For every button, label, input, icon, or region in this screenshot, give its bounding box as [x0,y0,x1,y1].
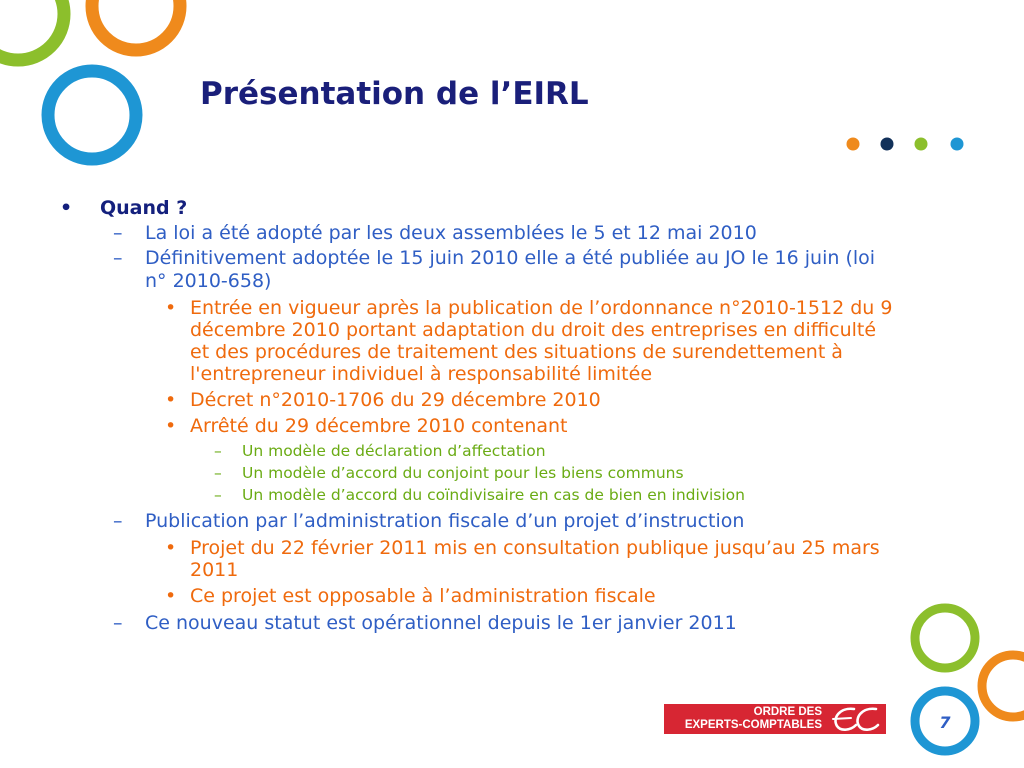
bullet-level2 [60,222,900,245]
bullet-marker: • [165,537,177,559]
dash-marker: – [214,464,222,482]
bullet-text: Entrée en vigueur après la publication de l’ordonnance n°2010-1512 du 9 décembre 2010 portant adaptation du droit des entreprises en difficulté et des procédures de traitement des situations de surendettement à l'entrepreneur individuel à responsabilité limitée [190,297,893,385]
experts-comptables-logo [664,704,886,734]
bullet-text: Un modèle d’accord du coïndivisaire en cas de bien en indivision [242,486,745,504]
bullet-level4 [60,463,900,483]
bullet-text: Un modèle de déclaration d’affectation [242,442,546,460]
green-dot [915,138,928,151]
bullet-text: Un modèle d’accord du conjoint pour les biens communs [242,464,684,482]
bullet-text: Ce projet est opposable à l’administration fiscale [190,585,656,607]
logo-line1: ORDRE DES [753,706,822,718]
bullet-level2 [60,510,900,533]
bullet-marker: • [165,389,177,411]
bullet-text: Publication par l’administration fiscale d’un projet d’instruction [145,510,745,532]
blue-dot [951,138,964,151]
page-number: 7 [939,713,951,732]
bullet-marker: • [60,197,73,219]
bullet-text: La loi a été adopté par les deux assemblées le 5 et 12 mai 2010 [145,222,757,244]
orange-ring [92,0,180,50]
blue-ring [48,71,136,159]
orange-dot [847,138,860,151]
bullet-level3 [60,537,900,581]
bullet-level4 [60,441,900,461]
bullet-text: Ce nouveau statut est opérationnel depuis le 1er janvier 2011 [145,612,737,634]
bullet-level3 [60,585,900,607]
bullet-level2 [60,247,900,293]
orange-ring-bottom [982,655,1024,717]
bullet-level1 [60,196,900,220]
navy-dot [881,138,894,151]
logo-line2: EXPERTS-COMPTABLES [684,718,822,731]
dash-marker: – [214,442,222,460]
ec-monogram-icon [824,704,884,734]
green-ring [0,0,64,60]
bullet-text: Quand ? [100,197,188,219]
dash-marker: – [113,247,123,269]
bullet-text: Projet du 22 février 2011 mis en consultation publique jusqu’au 25 mars 2011 [190,537,880,581]
bullet-text: Définitivement adoptée le 15 juin 2010 elle a été publiée au JO le 16 juin (loi n° 2010-658) [145,247,876,292]
bullet-level2 [60,612,900,635]
bullet-level4 [60,485,900,505]
bullet-marker: • [165,585,177,607]
dash-marker: – [113,222,123,244]
bullet-list [60,196,900,635]
green-ring-bottom [915,608,975,668]
dash-marker: – [214,486,222,504]
decorative-rings-top-left [0,0,220,180]
dash-marker: – [113,510,123,532]
dash-marker: – [113,612,123,634]
bullet-level3 [60,389,900,411]
bullet-marker: • [165,297,177,319]
bullet-text: Décret n°2010-1706 du 29 décembre 2010 [190,389,601,411]
bullet-marker: • [165,415,177,437]
bullet-level3 [60,415,900,437]
bullet-level3 [60,297,900,385]
bullet-text: Arrêté du 29 décembre 2010 contenant [190,415,568,437]
slide-title: Présentation de l’EIRL [200,76,589,112]
logo-text [670,706,822,731]
